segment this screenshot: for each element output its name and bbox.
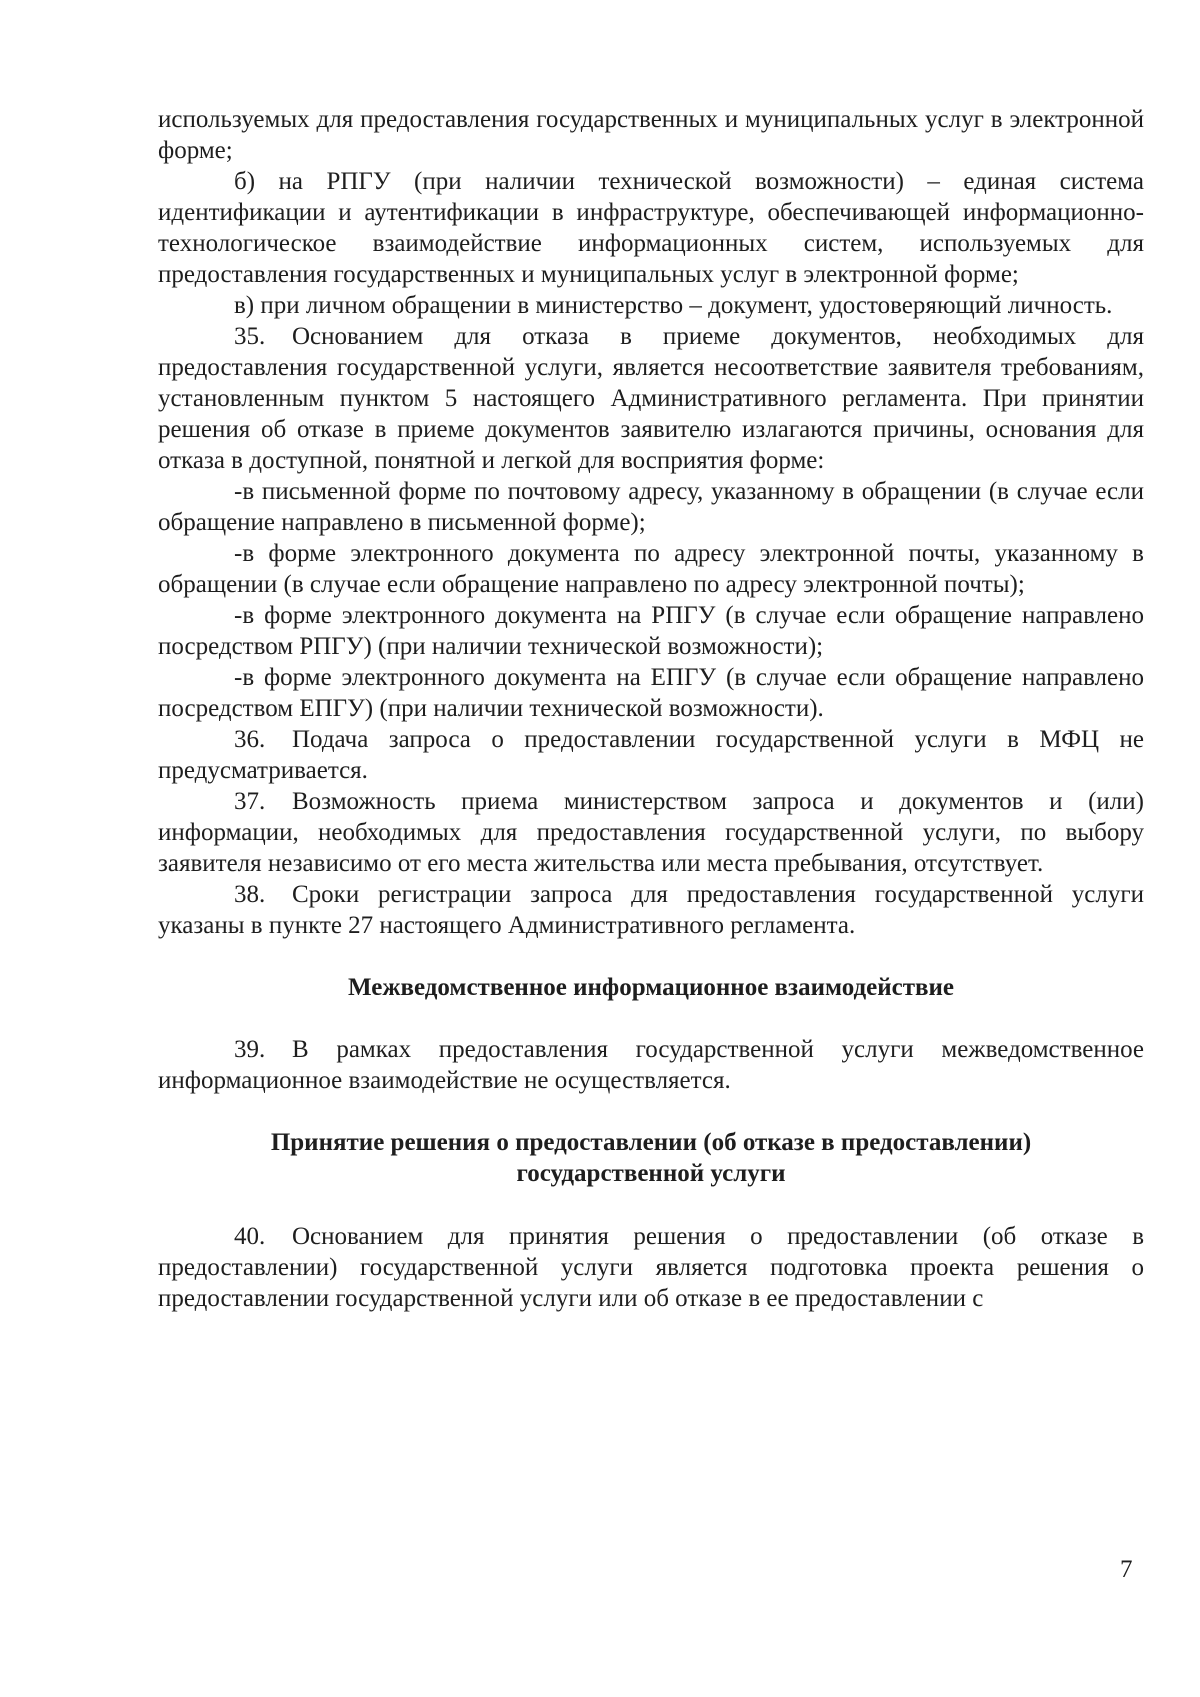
- paragraph-number: 40.: [234, 1223, 266, 1250]
- paragraph-text: Подача запроса о предоставлении государственной услуги в МФЦ не предусматривается.: [158, 726, 1144, 784]
- dash-item: -в форме электронного документа по адресу электронной почты, указанному в обращении (в случае если обращение направлено по адресу электронной почты);: [158, 540, 1144, 598]
- dash-item: -в форме электронного документа на РПГУ (в случае если обращение направлено посредством РПГУ) (при наличии технической возможности);: [158, 602, 1144, 660]
- section-heading-interagency: Межведомственное информационное взаимодействие: [348, 974, 954, 1001]
- paragraph-number: 39.: [234, 1036, 266, 1063]
- paragraph-36: [158, 724, 1144, 786]
- paragraph-number: 38.: [234, 881, 266, 908]
- section-heading-line: государственной услуги: [516, 1160, 786, 1187]
- page-number: 7: [1120, 1556, 1133, 1583]
- paragraph-text: Основанием для отказа в приеме документов, необходимых для предоставления государственной услуги, является несоответствие заявителя требованиям, установленным пунктом 5 настоящего Административного регламента. При принятии решения об отказе в приеме документов заявителю излагаются причины, основания для отказа в доступной, понятной и легкой для восприятия форме:: [158, 323, 1144, 474]
- document-page: [158, 104, 1144, 1314]
- paragraph-number: 37.: [234, 788, 266, 815]
- paragraph-item-b: б) на РПГУ (при наличии технической возможности) – единая система идентификации и аутентификации в инфраструктуре, обеспечивающей информационно-технологическое взаимодействие информационных систем, используемых для предоставления государственных и муниципальных услуг в электронной форме;: [158, 168, 1144, 288]
- paragraph-35: [158, 321, 1144, 476]
- paragraph-39: [158, 1034, 1144, 1096]
- dash-item: -в форме электронного документа на ЕПГУ (в случае если обращение направлено посредством ЕПГУ) (при наличии технической возможности).: [158, 664, 1144, 722]
- paragraph-38: [158, 879, 1144, 941]
- paragraph-37: [158, 786, 1144, 879]
- paragraph-40: [158, 1221, 1144, 1314]
- paragraph-text: Основанием для принятия решения о предоставлении (об отказе в предоставлении) государственной услуги является подготовка проекта решения о предоставлении государственной услуги или об отказе в ее предоставлении с: [158, 1223, 1144, 1312]
- paragraph-item-v: в) при личном обращении в министерство – документ, удостоверяющий личность.: [234, 292, 1113, 319]
- paragraph-continuation: используемых для предоставления государственных и муниципальных услуг в электронной форме;: [158, 106, 1144, 164]
- paragraph-text: В рамках предоставления государственной услуги межведомственное информационное взаимодействие не осуществляется.: [158, 1036, 1144, 1094]
- paragraph-number: 36.: [234, 726, 266, 753]
- paragraph-text: Сроки регистрации запроса для предоставления государственной услуги указаны в пункте 27 настоящего Административного регламента.: [158, 881, 1144, 939]
- section-heading-decision: [158, 1127, 1144, 1189]
- section-heading-line: Принятие решения о предоставлении (об отказе в предоставлении): [270, 1129, 1032, 1156]
- paragraph-text: Возможность приема министерством запроса и документов и (или) информации, необходимых для предоставления государственной услуги, по выбору заявителя независимо от его места жительства или места пребывания, отсутствует.: [158, 788, 1144, 877]
- paragraph-number: 35.: [234, 323, 266, 350]
- dash-item: -в письменной форме по почтовому адресу, указанному в обращении (в случае если обращение направлено в письменной форме);: [158, 478, 1144, 536]
